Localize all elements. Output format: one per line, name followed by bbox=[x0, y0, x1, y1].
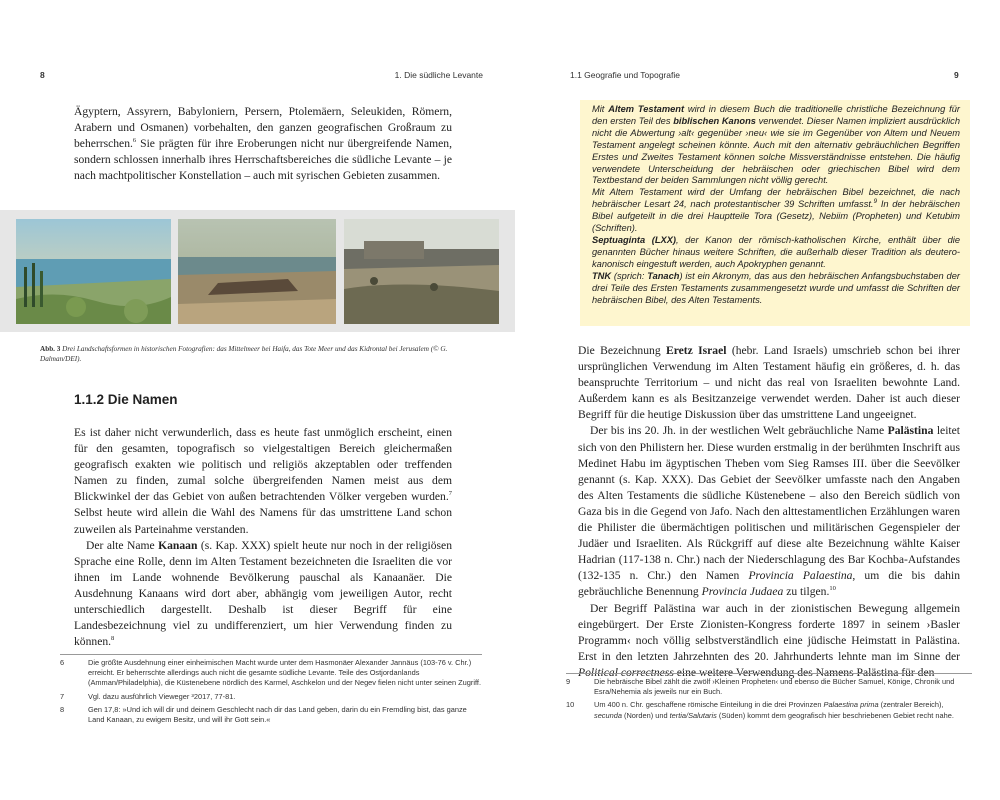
paragraph-kanaan: Der alte Name Kanaan (s. Kap. XXX) spielt heute nur noch in der religiösen Sprache eine Rolle, denn im Alten Testament bezeichneten die Israeliten die vor ihnen im Lande wohnende Bevölkerung pauschal als Kanaanäer. Die Ausdehnung Kanaans wird dort aber, abhängig vom jeweiligen Autor, recht unterschiedlich dargestellt. Deshalb ist dieser Begriff für eine Landesbezeichnung viel zu undifferenziert, um hier Verwendung finden zu können.$^8$ bbox=[74, 538, 452, 649]
page-number-right: 9 bbox=[954, 70, 959, 80]
info-box-text bbox=[592, 104, 960, 306]
info-box-paragraph: Mit Altem Testament wird in diesem Buch die traditionelle christliche Bezeichnung für den ersten Teil des biblischen Kanons verwendet. Dieser Namen impliziert ausdrücklich nicht die Abwertung ›alt‹ gegenüber ›neu‹ wie sie im Gegenüber von Altem und Neuem Testament angelegt scheinen könnte. Auch mit den alternativ gebräuchlichen Begriffen Erstes und Zweites Testament können solche Missverständnisse entstehen. Die häufig verwendete Unterscheidung der hebräischen oder griechischen Bibel wird dem Textbestand der beiden Sammlungen nicht völlig gerecht. bbox=[592, 104, 960, 186]
footnotes-right bbox=[566, 677, 972, 724]
footnote: 10 Um 400 n. Chr. geschaffene römische Einteilung in die drei Provinzen Palaestina prima (zentraler Bereich), secunda (Norden) und tertia/Salutaris (Süden) kommt dem geografisch hier beschriebenen Gebiet recht nahe. bbox=[566, 700, 954, 720]
footnotes-left bbox=[60, 658, 482, 728]
footnote-ref: 9 bbox=[873, 198, 878, 206]
photo-dead-sea bbox=[178, 219, 336, 324]
footnote: 9 Die hebräische Bibel zählt die zwölf ›Kleinen Propheten‹ und ebenso die Bücher Samuel, Könige, Chronik und Esra/Nehemia als jeweils nur ein Buch. bbox=[566, 677, 955, 697]
section-text bbox=[74, 425, 452, 650]
footnote-divider bbox=[60, 654, 482, 655]
footnote: 7 Vgl. dazu ausführlich Vieweger ³2017, 77-81. bbox=[60, 691, 236, 701]
figure-caption: Abb. 3 Drei Landschaftsformen in historischen Fotografien: das Mittelmeer bei Haifa, das Tote Meer und das Kidrontal bei Jerusalem (© G. Dalman/DEI). bbox=[40, 345, 448, 363]
photo-haifa-sea bbox=[16, 219, 171, 324]
paragraph-names-intro: Es ist daher nicht verwunderlich, dass es heute fast unmöglich erscheint, einen für den gesamten, topografisch so vielgestaltigen Bereich gleichermaßen geografisch exakten wie politisch und religiös akzeptablen oder treffenden Namen zu finden, zumal solche übergreifenden Namen meist aus dem Blickwinkel der das Gebiet von außen betrachtenden Völker vergeben wurden.$^7$ Selbst heute wird allein die Wahl des Namens für das umstrittene Land schon zuweilen als Parteinahme verstanden. bbox=[74, 426, 452, 536]
section-title: 1.1.2 Die Namen bbox=[74, 392, 178, 407]
info-box-paragraph: TNK (sprich: Tanach) ist ein Akronym, das aus den hebräischen Anfangsbuchstaben der drei Teile des Ersten Testaments zusammengesetzt wurde und umfasst die Schriften der hebräischen Bibel, des Alten Testaments. bbox=[592, 270, 960, 305]
info-box-paragraph: Septuaginta (LXX), der Kanon der römisch-katholischen Kirche, enthält über die genannten Bücher hinaus weitere Schriften, die außerhalb dieser Tradition als deutero-kanonisch eingestuft werden, auch Apokryphen genannt. bbox=[592, 234, 960, 269]
page-number-left: 8 bbox=[40, 70, 45, 80]
footnote-ref: 6 bbox=[132, 137, 137, 145]
paragraph-palaestina: Der bis ins 20. Jh. in der westlichen Welt gebräuchliche Name Palästina leitet sich von den Philistern her. Diese wurden erstmalig in der berühmten Inschrift aus Medinet Habu im ägyptischen Theben vom Sieg Ramses III. über die Seevölker genannt (s. Kap. XXX). Das Gebiet der Seevölker umfasste nach den Angaben des Alten Testaments die südliche Küstenebene – also den Bereich südlich von Gaza bis in die Gegend von Jafo. Nach den alttestamentlichen Erzählungen waren die Philister die übermächtigen politischen und militärischen Gegenspieler der Judäer und Israeliten. Als Rückgriff auf diese alte Bezeichnung wählte Kaiser Hadrian (117-138 n. Chr.) nach der Niederschlagung des Bar Kochba-Aufstandes (132-135 n. Chr.) den Namen Provincia Palaestina, um die bis dahin gebräuchliche Benennung Provincia Judaea zu tilgen.$^{10}$ bbox=[578, 424, 961, 599]
right-body-text bbox=[578, 343, 960, 681]
photo-kidron-valley bbox=[344, 219, 499, 324]
intro-paragraph: Ägyptern, Assyrern, Babyloniern, Persern, Ptolemäern, Seleukiden, Römern, Arabern und Osmanen) vorbehalten, den ganzen geografischen Großraum zu beherrschen.$^6$ Sie prägten für ihre Eroberungen nicht nur übergreifende Namen, sondern schlossen innerhalb ihres Herrschaftsbereiches die südliche Levante – je nach machtpolitischer Konstellation – auch mit syrischen Gebieten zusammen. bbox=[74, 105, 452, 183]
running-head-left: 1. Die südliche Levante bbox=[394, 70, 483, 80]
info-box-paragraph: Mit Altem Testament wird der Umfang der hebräischen Bibel bezeichnet, die nach hebräischer Lesart 24, nach protestantischer 39 Schriften umfasst.$^9$ In der hebräischen Bibel aufgeteilt in die drei Hauptteile Tora (Gesetz), Nebiim (Propheten) und Ketubim (Schriften). bbox=[592, 187, 960, 234]
paragraph-zionism: Der Begriff Palästina war auch in der zionistischen Bewegung allgemein eingebürgert. Der Erste Zionisten-Kongress forderte 1897 in seinem ›Basler Programm‹ noch völlig selbstverständlich eine jüdische Heimstatt in Palästina. Erst in den letzten Jahrzehnten des 20. Jahrhunderts lehnte man im Sinne der Political correctness eine weitere Verwendung des Namens Palästina für den bbox=[578, 601, 960, 679]
paragraph-eretz-israel: Die Bezeichnung Eretz Israel (hebr. Land Israels) umschrieb schon bei ihrer ursprünglichen Verwendung im Alten Testament häufig ein größeres, d. h. das beanspruchte Territorium – und nicht das real von Israeliten bewohnte Land. Außerdem kann es als Besitzanzeige verwendet werden. Daher ist auch dieser Begriff für die heutige Diskussion über das umstrittene Land ungeeignet. bbox=[578, 344, 960, 422]
footnote: 8 Gen 17,8: »Und ich will dir und deinem Geschlecht nach dir das Land geben, darin du ein Fremdling bist, das ganze Land Kanaan, zu ewigem Besitz, und will ihr Gott sein.« bbox=[60, 704, 467, 725]
footnote: 6 Die größte Ausdehnung einer einheimischen Macht wurde unter dem Hasmonäer Alexander Jannäus (103-76 v. Chr.) erreicht. Er beherrschte allerdings auch nicht die gesamte südliche Levante. Teile des Ostjordanlands (Amman/Philadelphia), die Küstenebene nördlich des Karmel, Aschkelon und der Negev fielen nicht unter seinen Zugriff. bbox=[60, 658, 482, 688]
footnote-ref: 10 bbox=[829, 585, 836, 593]
footnote-ref: 7 bbox=[448, 490, 452, 498]
footnote-ref: 8 bbox=[111, 635, 115, 643]
footnote-divider bbox=[566, 673, 972, 674]
running-head-right: 1.1 Geografie und Topografie bbox=[570, 70, 680, 80]
